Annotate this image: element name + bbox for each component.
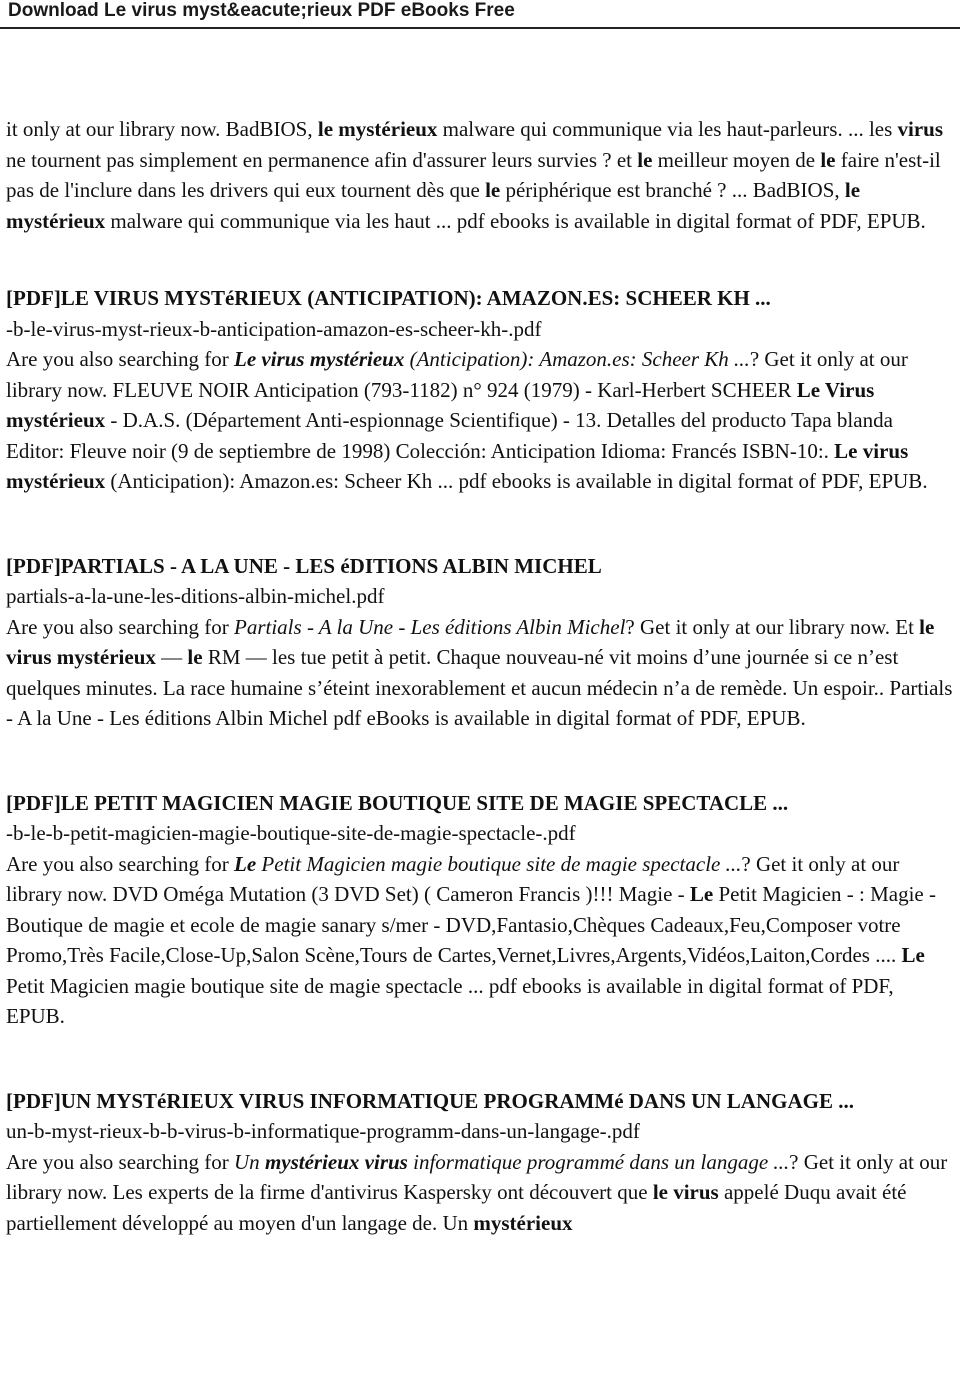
italic-text-segment: Un (234, 1149, 265, 1174)
entry-filename: -b-le-b-petit-magicien-magie-boutique-site-de-magie-spectacle-.pdf (6, 821, 576, 845)
text-segment: RM — les tue petit à petit. Chaque nouveau-né vit moins d’une journée si ce n’est quelques minutes. La race humaine s’éteint inexorablement et aucun médecin n’a de remède. Un espoir.. Partials - A la Une - Les éditions Albin Michel pdf eBooks is available in digital format of PDF, EPUB. (6, 645, 953, 730)
text-segment: ? Get it only at our library now. FLEUVE NOIR Anticipation (793-1182) n° 924 (1979) - Karl-Herbert SCHEER (6, 347, 908, 402)
italic-text-segment: informatique programmé dans un langage ... (407, 1149, 790, 1174)
bold-text-segment: le virus mystérieux (6, 614, 935, 669)
header-divider (0, 27, 960, 29)
bold-text-segment: le (485, 178, 501, 202)
entry-3 (6, 788, 954, 1032)
bold-text-segment: Le (234, 851, 257, 876)
bold-text-segment: mystérieux (473, 1210, 573, 1235)
text-segment: — (155, 645, 188, 669)
entry-2 (6, 551, 954, 734)
entry-4 (6, 1086, 954, 1239)
entry-title[interactable]: [PDF]LE VIRUS MYSTéRIEUX (ANTICIPATION): AMAZON.ES: SCHEER KH ... (6, 286, 771, 310)
entry-description (6, 1147, 954, 1239)
text-segment: malware qui communique via les haut-parleurs. ... les (437, 117, 898, 141)
bold-text-segment: le virus (652, 1180, 719, 1204)
entry-description (6, 612, 954, 734)
text-segment: Petit Magicien - : Magie - Boutique de magie et ecole de magie sanary s/mer - DVD,Fantasio,Chèques Cadeaux,Feu,Composer votre Promo,Très Facile,Close-Up,Salon Scène,Tours de Cartes,Vernet,Livres,Argents,Vidéos,Laiton,Cordes .... (6, 882, 936, 967)
text-segment: ? Get it only at our library now. Les experts de la firme d'antivirus Kaspersky ont découvert que (6, 1149, 948, 1204)
text-segment: - D.A.S. (Département Anti-espionnage Scientifique) - 13. Detalles del producto Tapa blanda Editor: Fleuve noir (9 de septiembre de 1998) Colección: Anticipation Idioma: Francés ISBN-10:. (6, 408, 893, 463)
entry-title[interactable]: [PDF]LE PETIT MAGICIEN MAGIE BOUTIQUE SITE DE MAGIE SPECTACLE ... (6, 790, 789, 815)
bold-text-segment: le (187, 645, 203, 669)
italic-text-segment: (Anticipation): Amazon.es: Scheer Kh ... (404, 347, 750, 371)
text-segment: Are you also searching for (6, 851, 235, 876)
text-segment: périphérique est branché ? ... BadBIOS, (500, 178, 845, 202)
text-segment: meilleur moyen de (652, 147, 821, 172)
text-segment: Petit Magicien magie boutique site de magie spectacle ... pdf ebooks is available in digital format of PDF, EPUB. (6, 973, 894, 1028)
bold-text-segment: le (820, 147, 836, 172)
text-segment: Are you also searching for (6, 347, 235, 371)
text-segment: Are you also searching for (6, 1149, 235, 1174)
bold-text-segment: virus (897, 117, 944, 141)
italic-text-segment: Partials - A la Une - Les éditions Albin Michel (234, 614, 626, 639)
text-segment: ? Get it only at our library now. DVD Oméga Mutation (3 DVD Set) ( Cameron Francis )!!! Magie - (6, 851, 900, 906)
text-segment: appelé Duqu avait été partiellement développé au moyen d'un langage de. Un (6, 1180, 907, 1235)
entry-title[interactable]: [PDF]UN MYSTéRIEUX VIRUS INFORMATIQUE PROGRAMMé DANS UN LANGAGE ... (6, 1088, 854, 1113)
entry-filename: partials-a-la-une-les-ditions-albin-michel.pdf (6, 584, 385, 608)
entry-1 (6, 283, 954, 497)
entry-description (6, 344, 954, 497)
bold-text-segment: le (637, 147, 653, 172)
bold-text-segment: Le (901, 943, 925, 967)
text-segment: ne tournent pas simplement en permanence afin d'assurer leurs survies ? et (6, 147, 638, 172)
text-segment: malware qui communique via les haut ... pdf ebooks is available in digital format of PDF, EPUB. (105, 208, 926, 233)
entry-title[interactable]: [PDF]PARTIALS - A LA UNE - LES éDITIONS ALBIN MICHEL (6, 553, 602, 578)
text-segment: faire n'est-il pas de l'inclure dans les drivers qui eux tournent dès que (6, 147, 941, 202)
bold-text-segment: Le Virus mystérieux (6, 377, 875, 432)
intro-paragraph (6, 114, 954, 236)
italic-text-segment: Petit Magicien magie boutique site de magie spectacle ... (256, 851, 742, 876)
bold-text-segment: Le (689, 882, 714, 906)
text-segment: ? Get it only at our library now. Et (625, 614, 920, 639)
text-segment: it only at our library now. BadBIOS, (6, 117, 318, 141)
bold-text-segment: le mystérieux (6, 178, 861, 233)
text-segment: Are you also searching for (6, 614, 235, 639)
bold-text-segment: mystérieux virus (264, 1149, 408, 1174)
bold-text-segment: Le virus mystérieux (6, 438, 909, 493)
document-body (6, 114, 954, 1292)
bold-text-segment: Le virus mystérieux (234, 347, 405, 371)
entry-filename: -b-le-virus-myst-rieux-b-anticipation-amazon-es-scheer-kh-.pdf (6, 316, 542, 341)
page-title: Download Le virus myst&eacute;rieux PDF eBooks Free (8, 0, 515, 21)
bold-text-segment: le mystérieux (317, 117, 438, 141)
entry-description (6, 849, 954, 1032)
intro-text (6, 114, 954, 236)
entry-filename: un-b-myst-rieux-b-b-virus-b-informatique-programm-dans-un-langage-.pdf (6, 1119, 640, 1143)
text-segment: (Anticipation): Amazon.es: Scheer Kh ... pdf ebooks is available in digital format of PDF, EPUB. (105, 469, 928, 493)
